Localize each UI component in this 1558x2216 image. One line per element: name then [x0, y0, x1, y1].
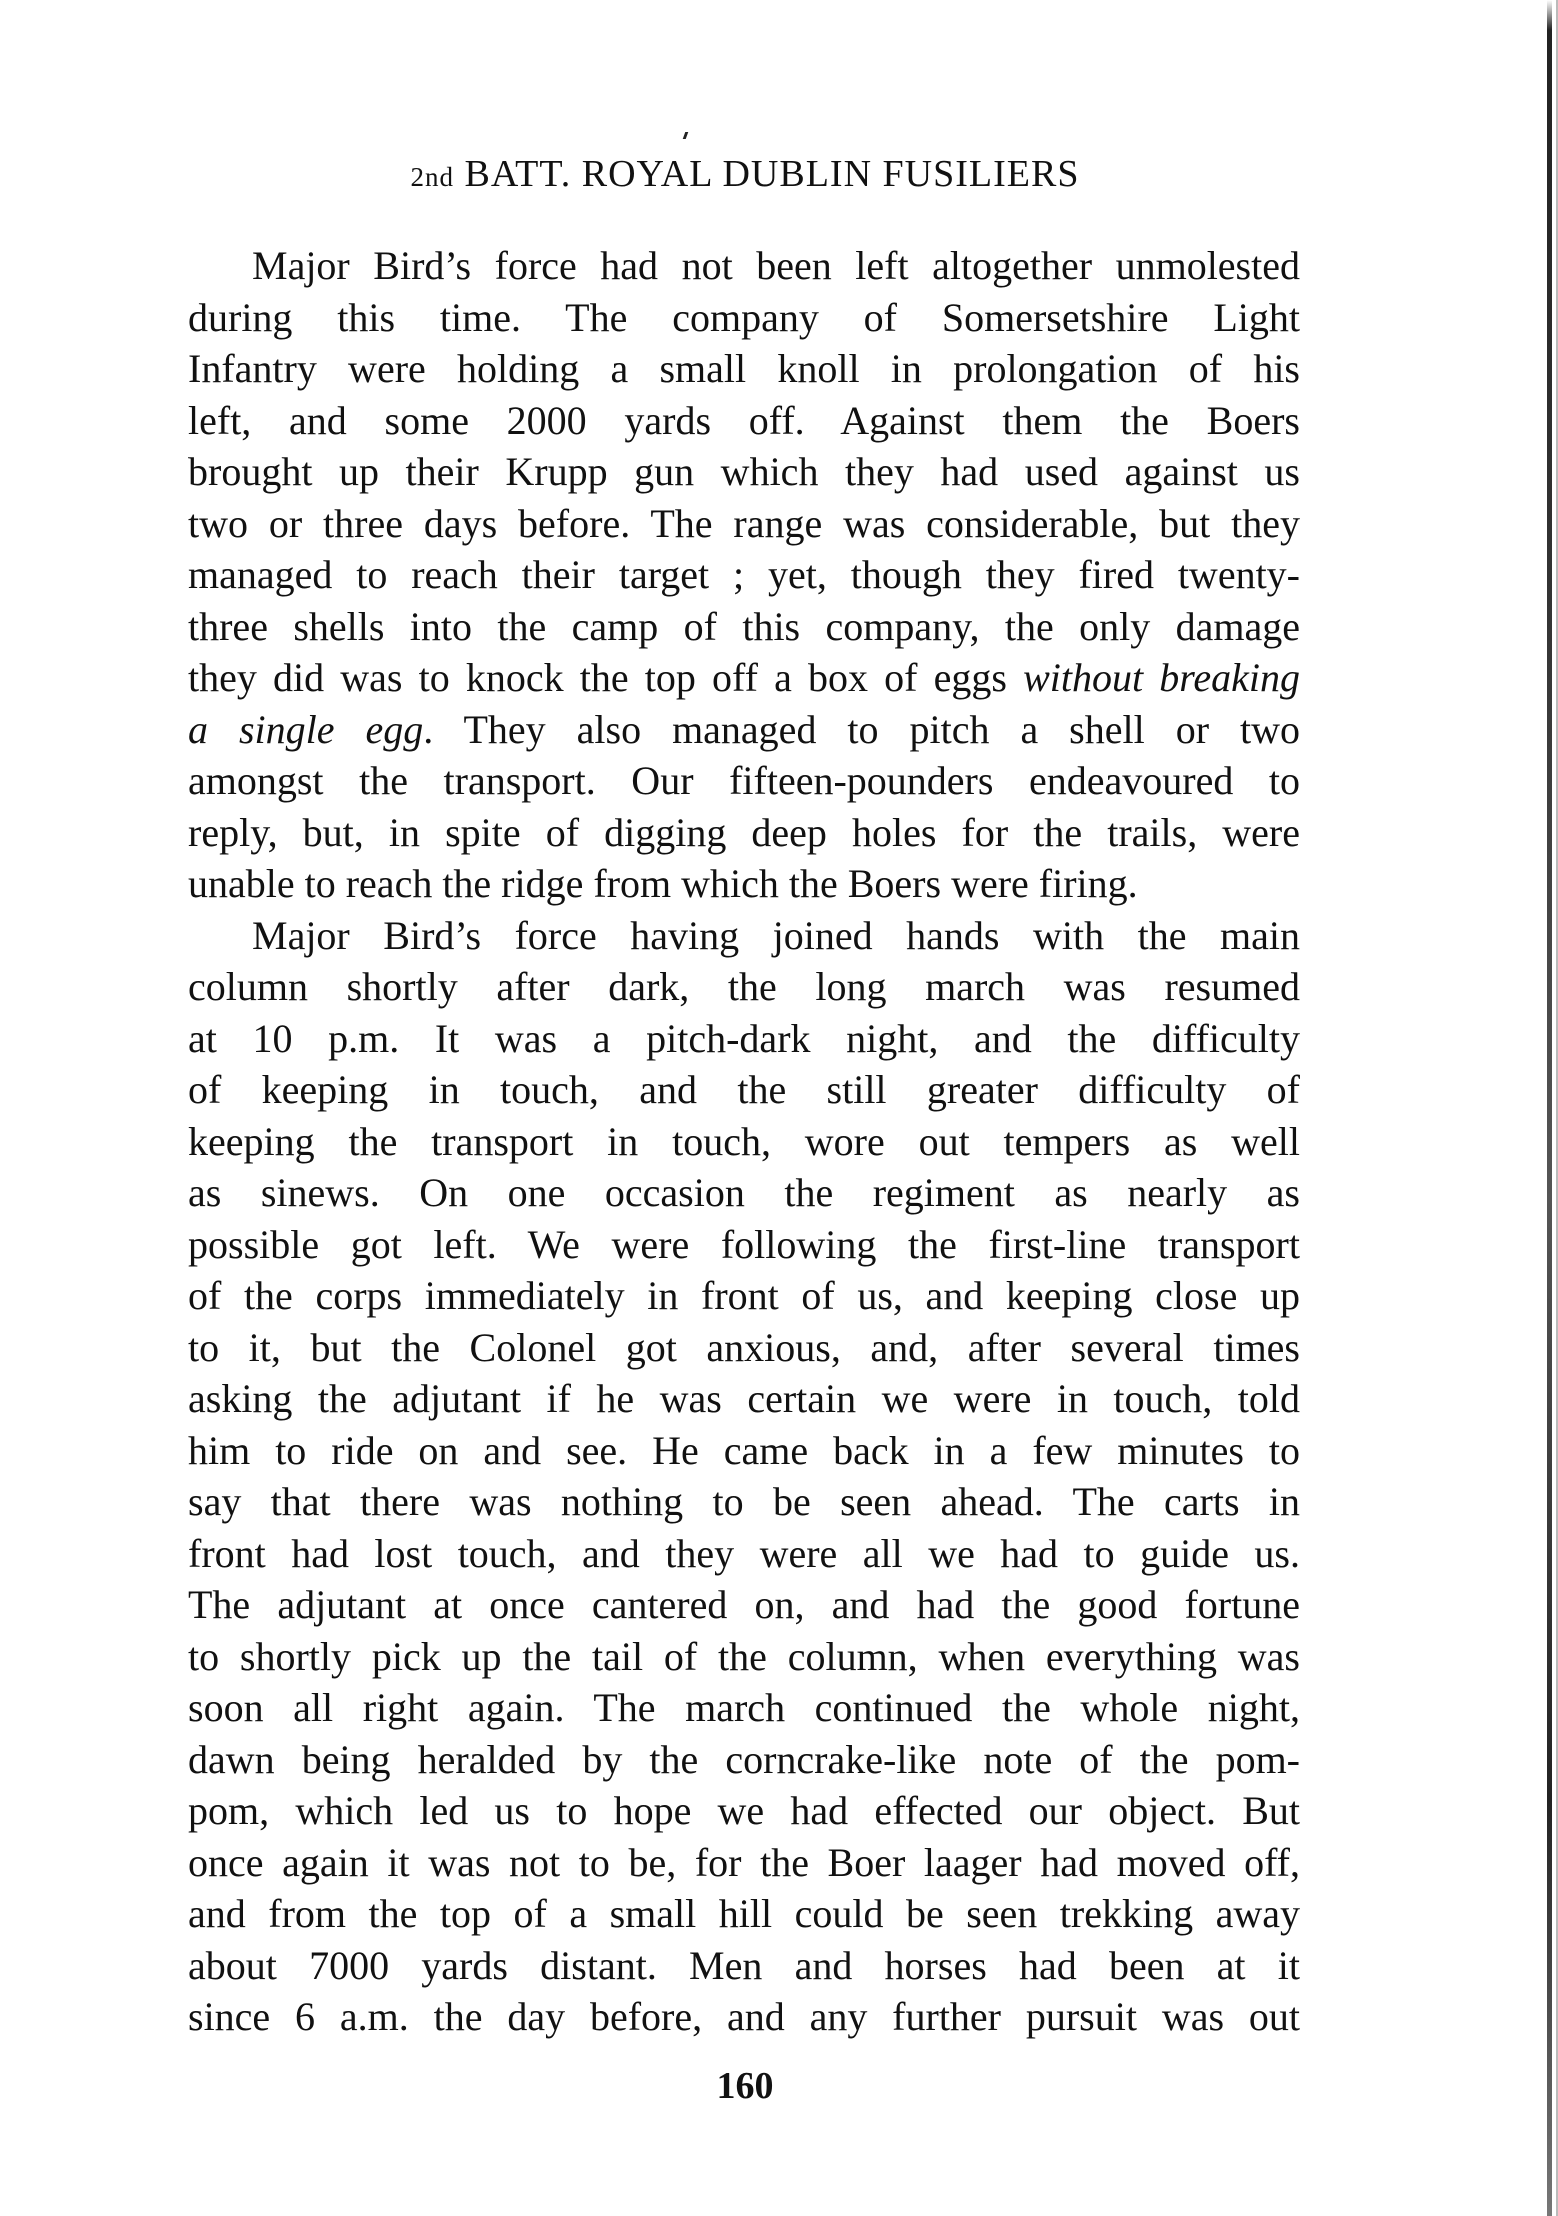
text-segment: to it, but the Colonel got anxious, and, after several times	[188, 1324, 1300, 1370]
text-line	[188, 1425, 1300, 1477]
text-line	[188, 549, 1300, 601]
text-line	[188, 1682, 1300, 1734]
text-segment: managed to reach their target ; yet, though they fired twenty-	[188, 552, 1300, 597]
text-line	[188, 704, 1300, 756]
text-line	[188, 1991, 1300, 2043]
text-segment: front had lost touch, and they were all we had to guide us.	[188, 1530, 1300, 1576]
text-line	[188, 1888, 1300, 1940]
text-line	[188, 858, 1300, 910]
text-segment: as sinews. On one occasion the regiment as nearly as	[188, 1170, 1300, 1215]
scan-speck	[683, 132, 689, 139]
text-segment: column shortly after dark, the long march was resumed	[188, 964, 1300, 1009]
text-segment: of keeping in touch, and the still greater difficulty of	[188, 1067, 1300, 1112]
text-line	[188, 1167, 1300, 1219]
text-line	[188, 240, 1300, 292]
italic-text: a single egg	[188, 706, 424, 752]
text-segment: asking the adjutant if he was certain we were in touch, told	[188, 1376, 1300, 1421]
text-line	[188, 1631, 1300, 1683]
text-segment: unable to reach the ridge from which the Boers were firing.	[188, 861, 1138, 906]
text-segment: The adjutant at once cantered on, and had the good fortune	[188, 1582, 1300, 1627]
text-line	[188, 1837, 1300, 1889]
text-segment: three shells into the camp of this company, the only damage	[188, 603, 1300, 649]
text-line	[188, 1785, 1300, 1837]
text-segment: about 7000 yards distant. Men and horses had been at it	[188, 1942, 1300, 1988]
italic-text: without breaking	[1023, 655, 1300, 700]
text-line	[188, 395, 1300, 447]
text-line	[188, 1013, 1300, 1065]
text-segment: possible got left. We were following the first-line transport	[188, 1221, 1300, 1267]
text-segment: soon all right again. The march continued the whole night,	[188, 1685, 1300, 1730]
text-segment: Major Bird’s force having joined hands with the main	[252, 912, 1300, 958]
text-segment: they did was to knock the top off a box of eggs	[188, 655, 1024, 700]
text-segment: say that there was nothing to be seen ahead. The carts in	[188, 1479, 1300, 1524]
text-segment: brought up their Krupp gun which they had used against us	[188, 449, 1300, 494]
text-line	[188, 1219, 1300, 1271]
header-ordinal: 2nd	[410, 162, 455, 192]
text-segment: Infantry were holding a small knoll in prolongation of his	[188, 346, 1300, 391]
text-line	[188, 292, 1300, 344]
text-line	[188, 343, 1300, 395]
text-line	[188, 1064, 1300, 1116]
text-line	[188, 1270, 1300, 1322]
text-segment: during this time. The company of Somersetshire Light	[188, 294, 1300, 340]
text-line	[188, 961, 1300, 1013]
text-line	[188, 1116, 1300, 1168]
page-body-text	[188, 240, 1300, 2043]
text-line	[188, 1373, 1300, 1425]
text-segment: keeping the transport in touch, wore out tempers as well	[188, 1118, 1300, 1164]
text-segment: pom, which led us to hope we had effected our object. But	[188, 1788, 1300, 1833]
text-segment: left, and some 2000 yards off. Against them the Boers	[188, 397, 1300, 443]
text-line	[188, 1940, 1300, 1992]
scan-edge-shadow	[1547, 0, 1552, 2216]
text-segment: once again it was not to be, for the Boer laager had moved off,	[188, 1839, 1300, 1885]
text-segment: and from the top of a small hill could be seen trekking away	[188, 1891, 1300, 1936]
text-segment: of the corps immediately in front of us, and keeping close up	[188, 1273, 1300, 1318]
header-title: BATT. ROYAL DUBLIN FUSILIERS	[464, 153, 1080, 195]
text-segment: to shortly pick up the tail of the column, when everything was	[188, 1633, 1300, 1679]
text-segment: at 10 p.m. It was a pitch-dark night, and the difficulty	[188, 1015, 1300, 1061]
text-line	[188, 1579, 1300, 1631]
page-number: 160	[716, 2065, 774, 2107]
text-segment: since 6 a.m. the day before, and any further pursuit was out	[188, 1994, 1300, 2039]
text-segment: amongst the transport. Our fifteen-pounders endeavoured to	[188, 758, 1300, 803]
text-line	[188, 910, 1300, 962]
text-segment: two or three days before. The range was considerable, but they	[188, 500, 1300, 546]
text-line	[188, 1322, 1300, 1374]
running-header	[0, 152, 1490, 196]
text-segment: Major Bird’s force had not been left altogether unmolested	[252, 243, 1300, 288]
text-segment: dawn being heralded by the corncrake-like note of the pom-	[188, 1736, 1300, 1782]
text-line	[188, 1528, 1300, 1580]
text-line	[188, 807, 1300, 859]
text-segment: him to ride on and see. He came back in a few minutes to	[188, 1427, 1300, 1473]
text-line	[188, 1476, 1300, 1528]
text-line	[188, 446, 1300, 498]
text-segment: reply, but, in spite of digging deep holes for the trails, were	[188, 809, 1300, 855]
text-line	[188, 755, 1300, 807]
text-line	[188, 498, 1300, 550]
text-line	[188, 601, 1300, 653]
text-line	[188, 1734, 1300, 1786]
text-segment: . They also managed to pitch a shell or two	[423, 706, 1300, 752]
text-line	[188, 652, 1300, 704]
